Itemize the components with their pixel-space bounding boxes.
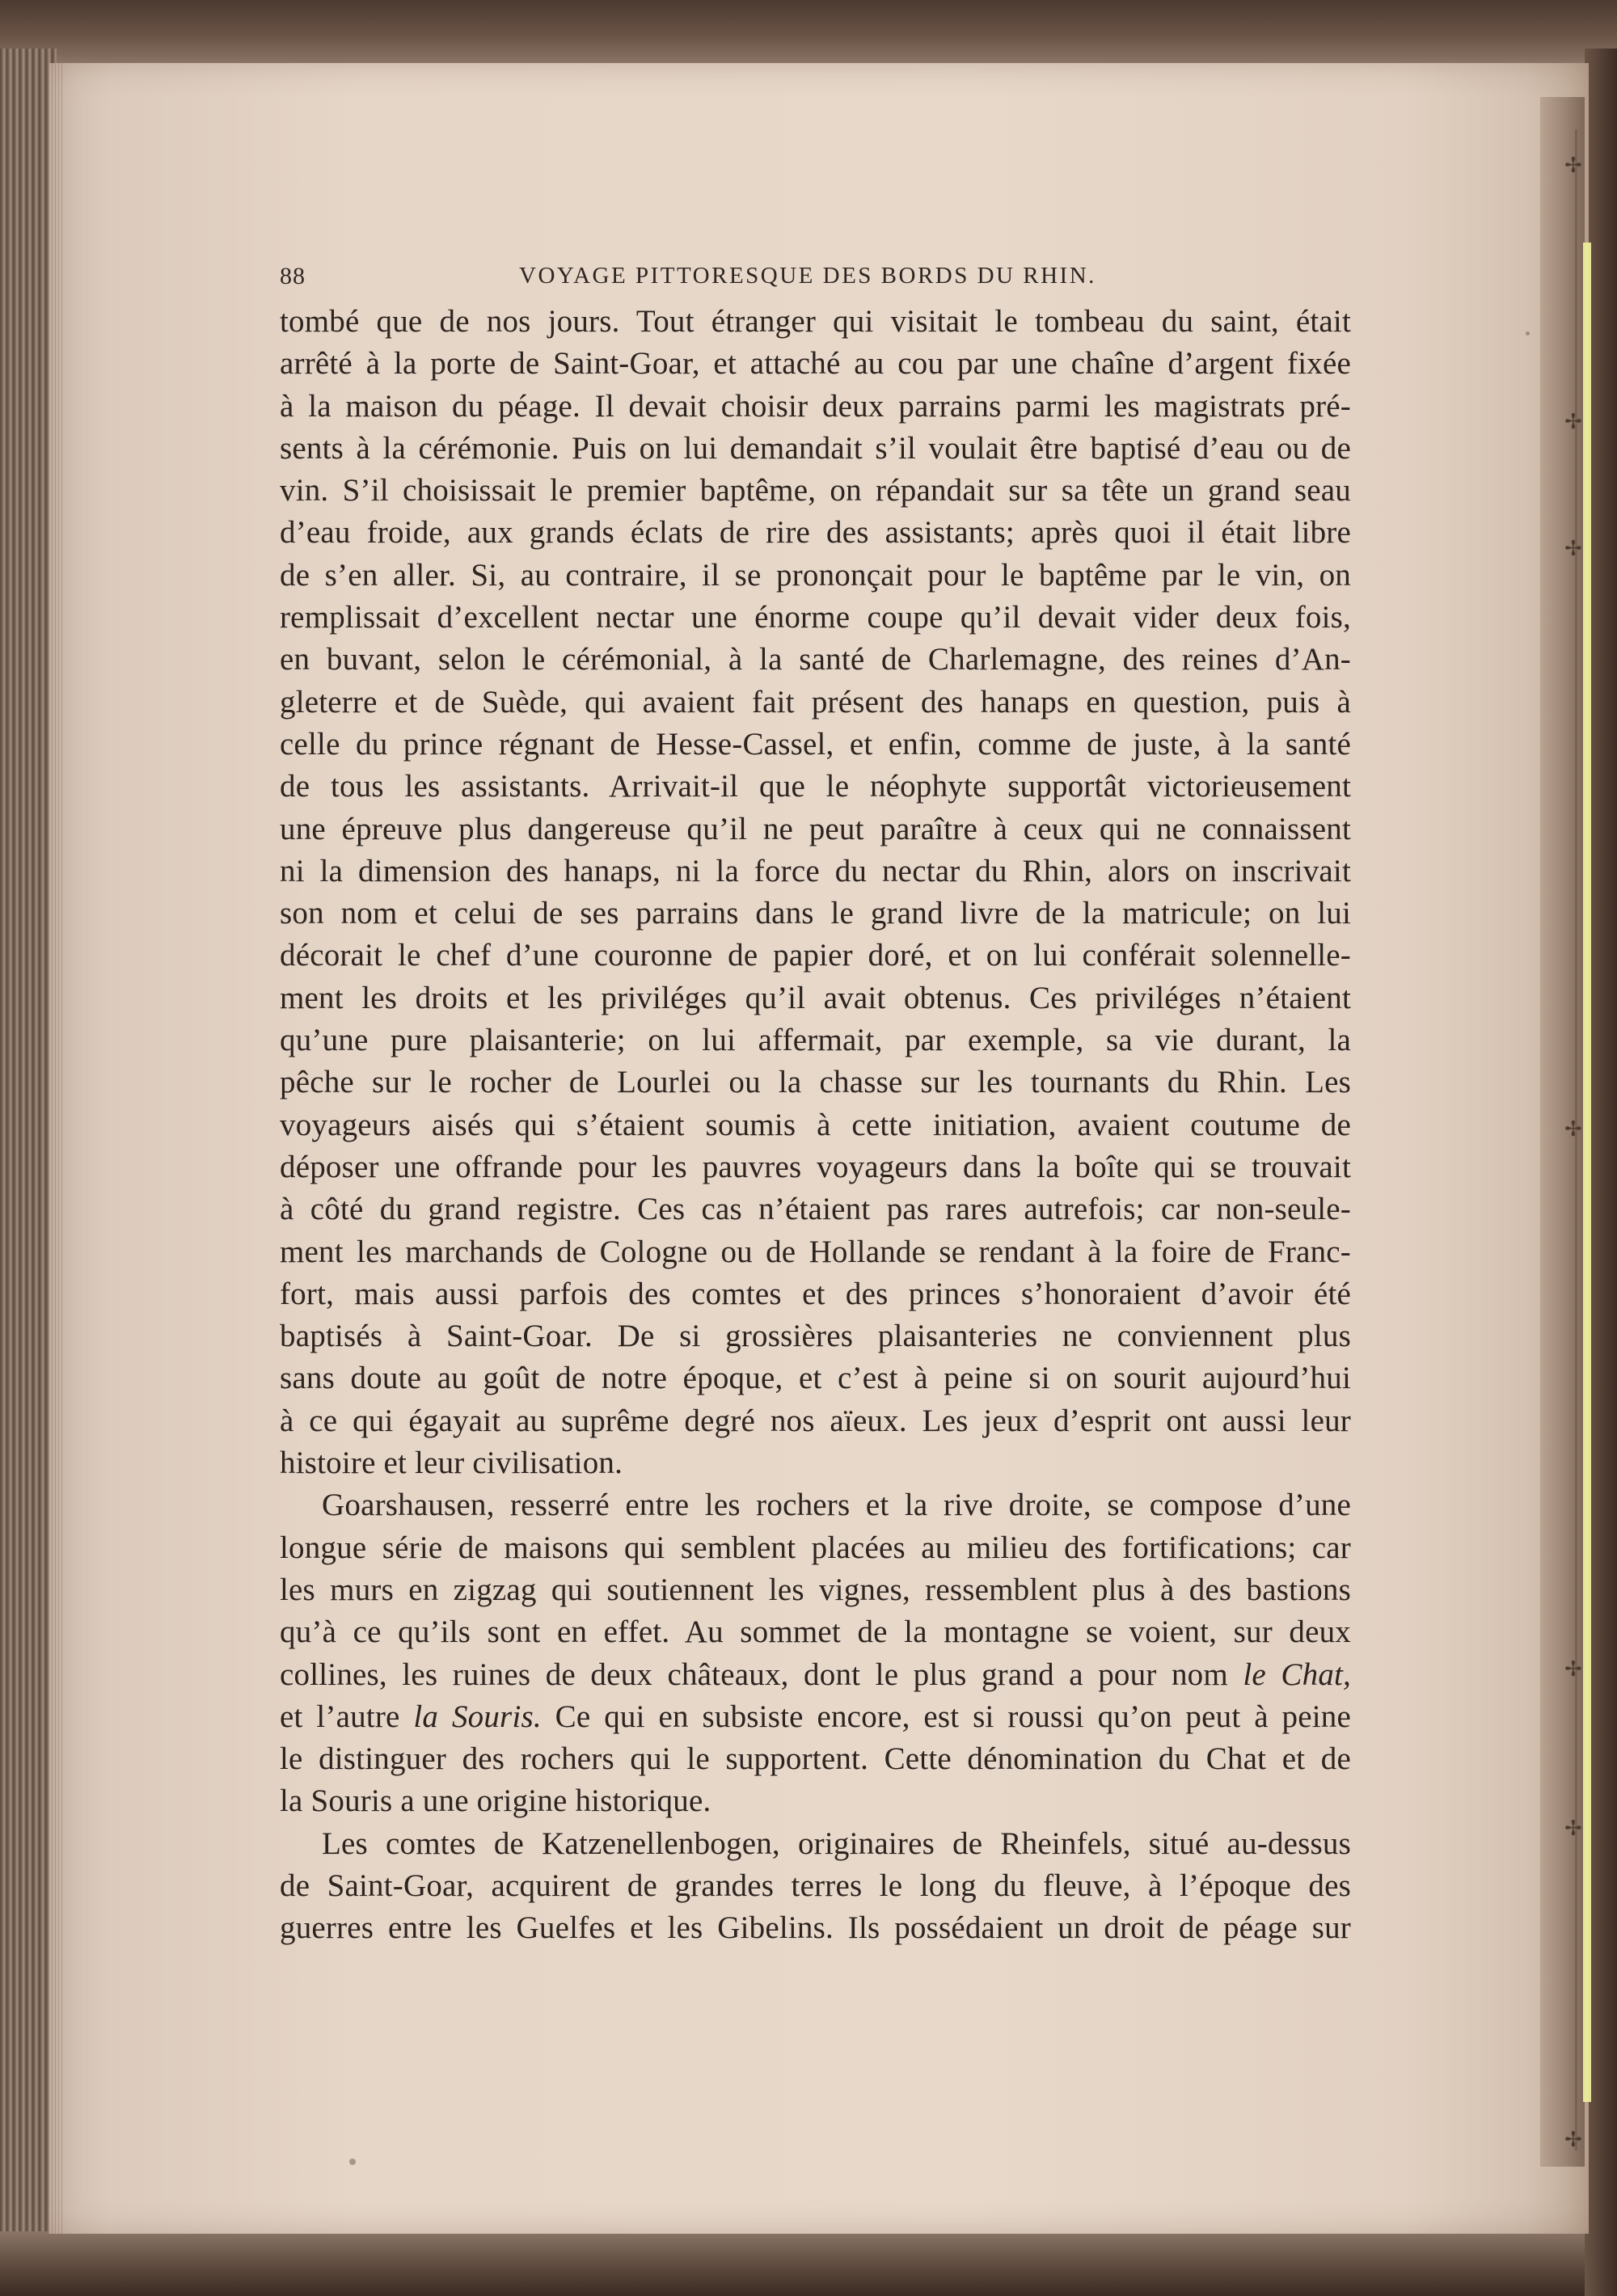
binding-thread-icon: ✢ <box>1564 1117 1582 1142</box>
text-line: arrêté à la porte de Saint-Goar, et attaché au cou par une chaîne d’argent fixée <box>280 346 1351 382</box>
paragraph-1 <box>280 301 1351 1484</box>
paragraph-2 <box>280 1484 1351 1822</box>
text-line: guerres entre les Guelfes et les Gibelins. Ils possédaient un droit de péage sur <box>280 1910 1351 1946</box>
paper-speck <box>349 2159 356 2165</box>
text-line: une épreuve plus dangereuse qu’il ne peut paraître à ceux qui ne connaissent <box>280 811 1351 846</box>
running-head <box>280 263 1355 295</box>
text-line <box>280 1696 1351 1738</box>
text-line <box>280 1654 1351 1696</box>
binding-thread-icon: ✢ <box>1564 1817 1582 1841</box>
text-line: de s’en aller. Si, au contraire, il se prononçait pour le baptême par le vin, on <box>280 557 1351 593</box>
text-line: fort, mais aussi parfois des comtes et des princes s’honoraient d’avoir été <box>280 1276 1351 1311</box>
text-line: remplissait d’excellent nectar une énorme coupe qu’il devait vider deux fois, <box>280 600 1351 635</box>
italic-text: la Souris. <box>413 1699 542 1734</box>
text-line: ni la dimension des hanaps, ni la force du nectar du Rhin, alors on inscrivait <box>280 853 1351 888</box>
text-line: pêche sur le rocher de Lourlei ou la chasse sur les tournants du Rhin. Les <box>280 1065 1351 1100</box>
text-line: ment les marchands de Cologne ou de Hollande se rendant à la foire de Franc- <box>280 1234 1351 1269</box>
text-line: longue série de maisons qui semblent placées au milieu des fortifications; car <box>280 1530 1351 1565</box>
paragraph-3 <box>280 1823 1351 1950</box>
paper-speck <box>1526 331 1530 336</box>
text-line: à ce qui égayait au suprême degré nos aïeux. Les jeux d’esprit ont aussi leur <box>280 1403 1351 1438</box>
body-text <box>280 301 1351 1950</box>
text-line: Les comtes de Katzenellenbogen, originaires de Rheinfels, situé au-dessus <box>322 1825 1351 1861</box>
page-edge-lines <box>49 63 65 2234</box>
text-line: les murs en zigzag qui soutiennent les vignes, ressemblent plus à des bastions <box>280 1572 1351 1607</box>
text-line: décorait le chef d’une couronne de papier doré, et on lui conférait solennelle- <box>280 938 1351 973</box>
text-line: qu’une pure plaisanterie; on lui affermait, par exemple, sa vie durant, la <box>280 1023 1351 1058</box>
text-line: la Souris a une origine historique. <box>280 1783 711 1819</box>
text-run: et l’autre <box>280 1699 414 1734</box>
text-line: sans doute au goût de notre époque, et c’est à peine si on sourit aujourd’hui <box>280 1361 1351 1396</box>
binding-thread-icon: ✢ <box>1564 537 1582 561</box>
binding-thread-icon: ✢ <box>1564 1657 1582 1682</box>
text-line: qu’à ce qu’ils sont en effet. Au sommet de la montagne se voient, sur deux <box>280 1614 1351 1650</box>
text-line: voyageurs aisés qui s’étaient soumis à cette initiation, avaient coutume de <box>280 1107 1351 1142</box>
book-cover-bottom-edge <box>0 2231 1617 2296</box>
text-line: déposer une offrande pour les pauvres voyageurs dans la boîte qui se trouvait <box>280 1149 1351 1184</box>
italic-text: le Chat, <box>1243 1657 1352 1692</box>
text-run: collines, les ruines de deux châteaux, dont le plus grand a pour nom <box>280 1657 1243 1692</box>
text-line: vin. S’il choisissait le premier baptême, on répandait sur sa tête un grand seau <box>280 473 1351 509</box>
text-line: celle du prince régnant de Hesse-Cassel, et enfin, comme de juste, à la santé <box>280 726 1351 762</box>
text-line: d’eau froide, aux grands éclats de rire des assistants; après quoi il était libre <box>280 515 1351 551</box>
text-run: Ce qui en subsiste encore, est si roussi qu’on peut à peine <box>541 1699 1351 1734</box>
text-line: tombé que de nos jours. Tout étranger qui visitait le tombeau du saint, était <box>280 304 1351 339</box>
text-line: de Saint-Goar, acquirent de grandes terres le long du fleuve, à l’époque des <box>280 1868 1351 1903</box>
text-line: en buvant, selon le cérémonial, à la santé de Charlemagne, des reines d’An- <box>280 642 1351 677</box>
text-line: baptisés à Saint-Goar. De si grossières plaisanteries ne conviennent plus <box>280 1319 1351 1354</box>
binding-thread-icon: ✢ <box>1564 2128 1582 2152</box>
binding-thread-icon: ✢ <box>1564 410 1582 434</box>
binding-thread-icon: ✢ <box>1564 154 1582 178</box>
text-line: son nom et celui de ses parrains dans le grand livre de la matricule; on lui <box>280 896 1351 931</box>
text-line: à côté du grand registre. Ces cas n’étaient pas rares autrefois; car non-seule- <box>280 1192 1351 1227</box>
running-title: VOYAGE PITTORESQUE DES BORDS DU RHIN. <box>519 263 1096 289</box>
text-line: de tous les assistants. Arrivait-il que le néophyte supportât victorieusement <box>280 769 1351 804</box>
text-line: sents à la cérémonie. Puis on lui demandait s’il voulait être baptisé d’eau ou de <box>280 430 1351 466</box>
text-line: à la maison du péage. Il devait choisir deux parrains parmi les magistrats pré- <box>280 388 1351 424</box>
text-line: gleterre et de Suède, qui avaient fait présent des hanaps en question, puis à <box>280 684 1351 720</box>
page-number: 88 <box>280 263 306 289</box>
text-line: ment les droits et les priviléges qu’il avait obtenus. Ces priviléges n’étaient <box>280 980 1351 1015</box>
text-line: Goarshausen, resserré entre les rochers et la rive droite, se compose d’une <box>322 1488 1351 1523</box>
text-line: histoire et leur civilisation. <box>280 1446 623 1481</box>
text-line: le distinguer des rochers qui le supportent. Cette dénomination du Chat et de <box>280 1741 1351 1777</box>
